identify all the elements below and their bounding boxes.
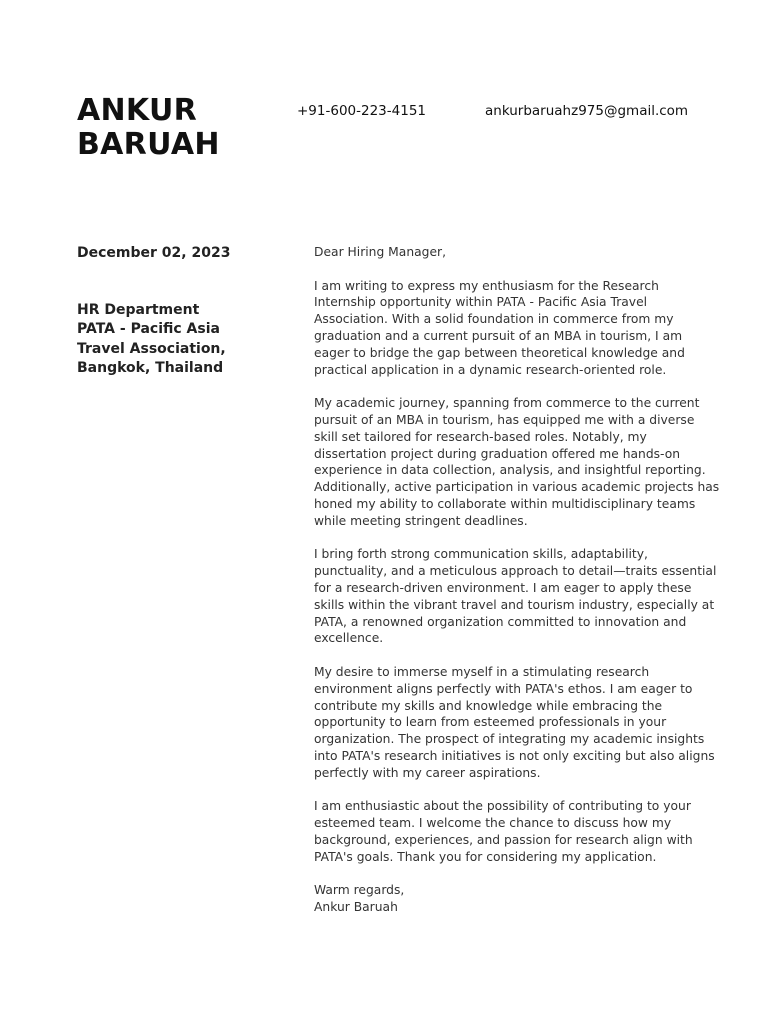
applicant-name-line-2: BARUAH (77, 127, 220, 162)
letter-paragraph (314, 664, 714, 782)
signature: Ankur Baruah (314, 900, 398, 915)
paragraph-line: Association. With a solid foundation in commerce from my (314, 312, 674, 327)
paragraph-line: Internship opportunity within PATA - Pacific Asia Travel (314, 295, 648, 310)
paragraph-line: My academic journey, spanning from commerce to the current (314, 396, 700, 411)
paragraph-line: skills within the vibrant travel and tourism industry, especially at (314, 597, 715, 612)
applicant-name (77, 94, 277, 162)
recipient-address (77, 301, 282, 379)
paragraph-line: into PATA's research initiatives is not only exciting but also aligns (314, 748, 715, 763)
paragraph-line: punctuality, and a meticulous approach to detail—traits essential (314, 564, 717, 579)
paragraph-line: honed my ability to collaborate within multidisciplinary teams (314, 496, 696, 511)
paragraph-line: PATA's goals. Thank you for considering my application. (314, 849, 657, 864)
paragraph-line: eager to bridge the gap between theoretical knowledge and (314, 345, 685, 360)
paragraph-line: I bring forth strong communication skills, adaptability, (314, 547, 648, 562)
paragraph-line: perfectly with my career aspirations. (314, 765, 541, 780)
recipient-line: Travel Association, (77, 340, 226, 357)
paragraph-line: PATA, a renowned organization committed to innovation and (314, 614, 687, 629)
closing: Warm regards, (314, 883, 405, 898)
salutation: Dear Hiring Manager, (314, 245, 446, 259)
paragraph-line: pursuit of an MBA in tourism, has equipped me with a diverse (314, 412, 695, 427)
paragraph-line: for a research-driven environment. I am eager to apply these (314, 580, 692, 595)
letter-body (314, 244, 720, 933)
email-address: ankurbaruahz975@gmail.com (485, 103, 689, 119)
sign-off (314, 882, 714, 916)
letter-date: December 02, 2023 (77, 245, 231, 261)
paragraph-line: I am enthusiastic about the possibility of contributing to your (314, 799, 691, 814)
paragraph-line: opportunity to learn from esteemed professionals in your (314, 715, 667, 730)
paragraph-line: dissertation project during graduation offered me hands-on (314, 446, 681, 461)
letter-paragraph (314, 798, 714, 865)
paragraph-line: while meeting stringent deadlines. (314, 513, 528, 528)
paragraph-line: Additionally, active participation in various academic projects has (314, 480, 720, 495)
paragraph-line: organization. The prospect of integrating my academic insights (314, 732, 705, 747)
letter-paragraph (314, 395, 720, 529)
paragraph-line: excellence. (314, 631, 384, 646)
paragraph-line: background, experiences, and passion for research align with (314, 832, 693, 847)
paragraph-line: practical application in a dynamic research-oriented role. (314, 362, 667, 377)
paragraph-line: environment aligns perfectly with PATA's ethos. I am eager to (314, 681, 693, 696)
paragraph-line: My desire to immerse myself in a stimulating research (314, 664, 650, 679)
phone-number: +91-600-223-4151 (297, 103, 426, 119)
recipient-line: HR Department (77, 302, 200, 318)
letter-paragraph (314, 278, 714, 379)
paragraph-line: esteemed team. I welcome the chance to discuss how my (314, 816, 672, 831)
paragraph-line: experience in data collection, analysis, and insightful reporting. (314, 463, 706, 478)
paragraph-line: skill set tailored for research-based roles. Notably, my (314, 429, 647, 444)
recipient-line: Bangkok, Thailand (77, 360, 224, 377)
paragraph-line: I am writing to express my enthusiasm for the Research (314, 278, 659, 293)
letter-paragraph (314, 546, 717, 647)
applicant-name-line-1: ANKUR (77, 93, 198, 128)
paragraph-line: contribute my skills and knowledge while embracing the (314, 698, 663, 713)
recipient-line: PATA - Pacific Asia (77, 321, 220, 338)
paragraph-line: graduation and a current pursuit of an MBA in tourism, I am (314, 328, 683, 343)
